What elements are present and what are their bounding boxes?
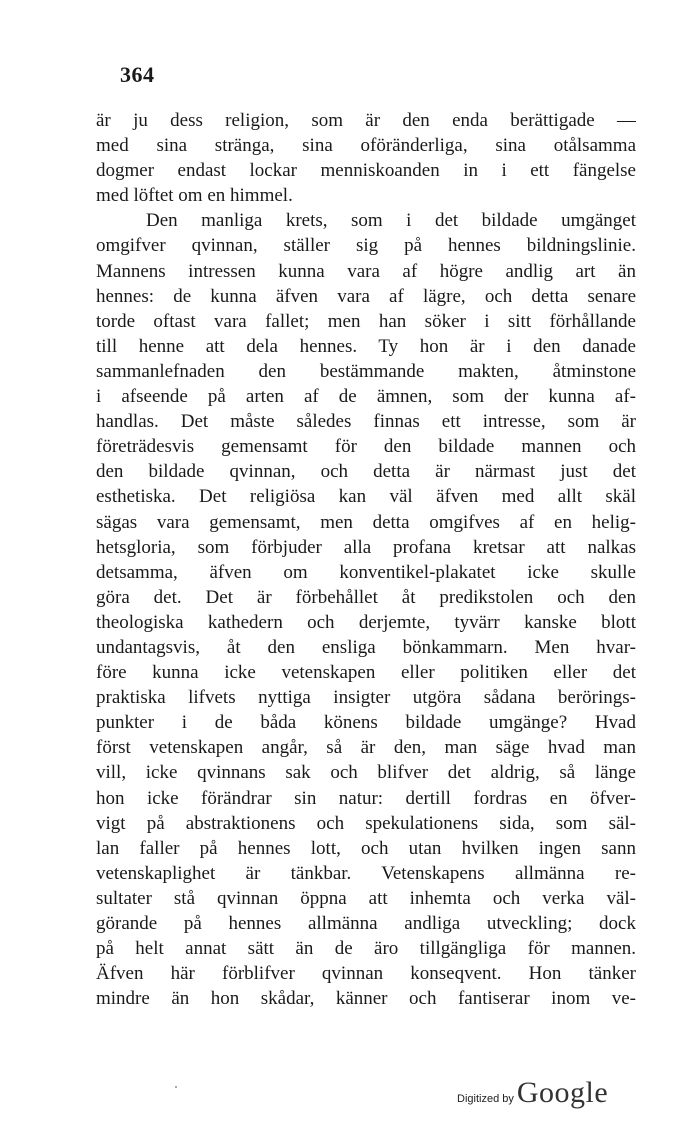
text-line: på helt annat sätt än de äro tillgängliga för mannen. <box>96 938 636 960</box>
text-line: i afseende på arten af de ämnen, som der kunna af- <box>96 386 636 408</box>
text-line: detsamma, äfven om konventikel-plakatet icke skulle <box>96 561 636 583</box>
text-line: hennes: de kunna äfven vara af lägre, och detta senare <box>96 285 636 307</box>
text-line: punkter i de båda könens bildade umgänge? Hvad <box>96 712 636 734</box>
text-line: Den manliga krets, som i det bildade umgänget <box>146 210 636 232</box>
text-line: theologiska kathedern och derjemte, tyvärr kanske blott <box>96 611 636 633</box>
scan-speck <box>175 1086 177 1088</box>
text-line: mindre än hon skådar, känner och fantiserar inom ve- <box>96 988 636 1010</box>
text-line: sägas vara gemensamt, men detta omgifves af en helig- <box>96 511 636 533</box>
digitized-prefix: Digitized by <box>457 1093 514 1105</box>
text-line: företrädesvis gemensamt för den bildade mannen och <box>96 436 636 458</box>
text-line: med löftet om en himmel. <box>96 185 293 207</box>
text-line: göra det. Det är förbehållet åt predikstolen och den <box>96 586 636 608</box>
text-line: dogmer endast lockar menniskoanden in i ett fängelse <box>96 160 636 182</box>
text-line: före kunna icke vetenskapen eller politiken eller det <box>96 662 636 684</box>
text-line: undantagsvis, åt den ensliga bönkammarn. Men hvar- <box>96 636 636 658</box>
text-line: sultater stå qvinnan öppna att inhemta och verka väl- <box>96 887 636 909</box>
text-line: esthetiska. Det religiösa kan väl äfven med allt skäl <box>96 486 636 508</box>
digitized-watermark <box>457 1076 608 1110</box>
text-line: torde oftast vara fallet; men han söker i sitt förhållande <box>96 310 636 332</box>
text-line: den bildade qvinnan, och detta är närmast just det <box>96 461 636 483</box>
text-line: omgifver qvinnan, ställer sig på hennes bildningslinie. <box>96 235 636 257</box>
text-line: först vetenskapen angår, så är den, man säge hvad man <box>96 737 636 759</box>
text-line: sammanlefnaden den bestämmande makten, åtminstone <box>96 360 636 382</box>
text-line: praktiska lifvets nyttiga insigter utgöra sådana berörings- <box>96 687 636 709</box>
text-line: Äfven här förblifver qvinnan konseqvent. Hon tänker <box>96 963 636 985</box>
text-line: hetsgloria, som förbjuder alla profana kretsar att nalkas <box>96 536 636 558</box>
google-logo: Google <box>516 1076 609 1109</box>
text-line: vill, icke qvinnans sak och blifver det aldrig, så länge <box>96 762 636 784</box>
page-number: 364 <box>120 62 155 87</box>
text-line: görande på hennes allmänna andliga utveckling; dock <box>96 913 636 934</box>
text-line: hon icke förändrar sin natur: dertill fordras en öfver- <box>96 787 636 809</box>
body-text <box>96 108 636 1011</box>
text-line: Mannens intressen kunna vara af högre andlig art än <box>96 260 636 282</box>
text-line: med sina stränga, sina oföränderliga, sina otålsamma <box>96 135 636 157</box>
text-line: lan faller på hennes lott, och utan hvilken ingen sann <box>96 837 636 859</box>
text-line: vigt på abstraktionens och spekulationens sida, som säl- <box>96 812 636 834</box>
text-line: till henne att dela hennes. Ty hon är i den danade <box>96 335 636 357</box>
text-line: handlas. Det måste således finnas ett intresse, som är <box>96 411 636 433</box>
text-line: är ju dess religion, som är den enda berättigade — <box>96 110 636 131</box>
text-line: vetenskaplighet är tänkbar. Vetenskapens allmänna re- <box>96 862 636 884</box>
